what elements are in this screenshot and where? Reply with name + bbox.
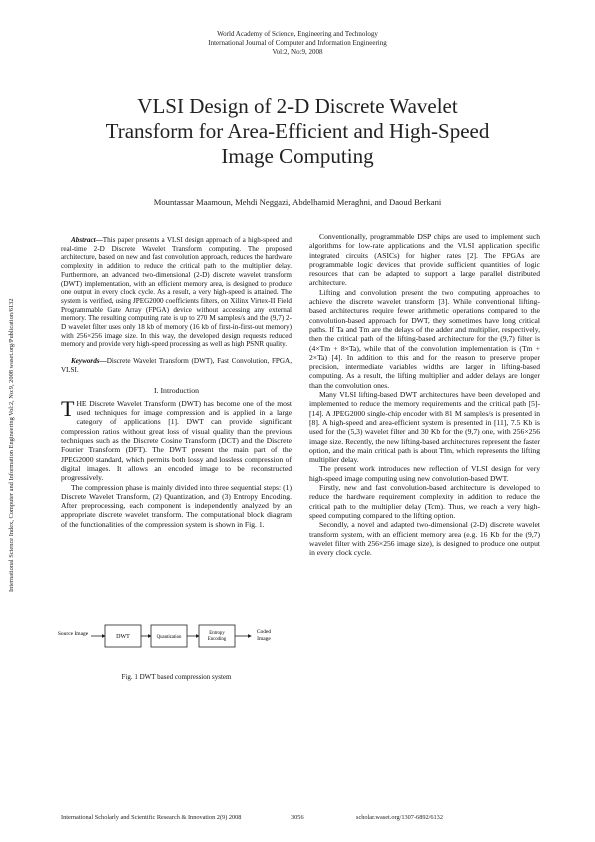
author-list: Mountassar Maamoun, Mehdi Neggazi, Abdelhamid Meraghni, and Daoud Berkani xyxy=(153,197,442,207)
entropy-block xyxy=(199,625,235,647)
right-column xyxy=(309,232,540,557)
intro-paragraph-1 xyxy=(61,395,292,483)
right-paragraph-3: Many VLSI lifting-based DWT architectures have been developed and implemented to reduce the memory requirements and the critical path [5]-[14]. A JPEG2000 single-chip encoder with 81 M samples/s is presented in [8]. A high-speed and area-efficient system is presented in [11], 7.5 Kb is used for the (5,3) wavelet filter and 30 Kb for the (9,7) one, with 256×256 image size. Recently, the new lifting-based architectures represent the faster option, and the main critical path is about Tlm, which represents the lifting multiplier delay. xyxy=(309,390,540,465)
block-diagram-svg xyxy=(57,598,292,676)
right-paragraph-5: Firstly, new and fast convolution-based architecture is developed to reduce the hardware requirement complexity in addition to reduce the critical path to the multiplier delay (Tcm). Thus, we reach a very high-speed computing compared to the lifting option. xyxy=(309,483,540,520)
keywords-paragraph: Keywords—Discrete Wavelet Transform (DWT), Fast Convolution, FPGA, VLSI. xyxy=(61,357,292,374)
abstract-paragraph: Abstract—This paper presents a VLSI design approach of a high-speed and real-time 2-D Discrete Wavelet Transform computing. The proposed architecture, based on new and fast convolution approach, reduces the hardware complexity in addition to reduce the critical path to the multiplier delay. Furthermore, an advanced two-dimensional (2-D) discrete wavelet transform (DWT) implementation, with an efficient memory area, is designed to produce one output in every clock cycle. As a result, a very high-speed is attained. The system is verified, using JPEG2000 coefficients filters, on Xilinx Virtex-II Field Programmable Gate Array (FPGA) device without accessing any external memory. The resulting computing rate is up to 270 M samples/s and the (9,7) 2-D wavelet filter uses only 18 kb of memory (16 kb of first-in-first-out memory) with 256×256 image size. In this way, the developed design requests reduced memory and provide very high-speed processing as well as high PSNR quality. xyxy=(61,236,292,349)
abstract-text: This paper presents a VLSI design approach of a high-speed and real-time 2-D Discrete Wavelet Transform computing. The proposed architecture, based on new and fast convolution approach, reduces the hardware complexity in addition to reduce the critical path to the multiplier delay. Furthermore, an advanced two-dimensional (2-D) discrete wavelet transform (DWT) implementation, with an efficient memory area, is designed to produce one output in every clock cycle. As a result, a very high-speed is attained. The system is verified, using JPEG2000 coefficients filters, on Xilinx Virtex-II Field Programmable Gate Array (FPGA) device without accessing any external memory. The resulting computing rate is up to 270 M samples/s and the (9,7) 2-D wavelet filter uses only 18 kb of memory (16 kb of first-in-first-out memory) with 256×256 image size. In this way, the developed design requests reduced memory and provide very high-speed processing as well as high PSNR quality. xyxy=(61,236,292,349)
dwt-block-label: DWT xyxy=(116,634,130,640)
footer-page-number: 3056 xyxy=(291,814,304,821)
figure-1-diagram xyxy=(57,598,292,678)
right-paragraph-4: The present work introduces new reflection of VLSI design for very high-speed image computing using new convolution-based DWT. xyxy=(309,464,540,483)
right-paragraph-2: Lifting and convolution present the two computing approaches to achieve the discrete wavelet transform [3]. While conventional lifting-based architectures require fewer arithmetic operations compared to the convolution-based approach for DWT, they sometimes have long critical paths. If Ta and Tm are the delays of the adder and multiplier, respectively, then the critical path of the lifting-based architecture for the (9,7) filter is (4×Tm + 8×Ta), while that of the convolution implementation is (Tm + 2×Ta) [4]. In addition to this and for the reason to preserve proper precision, intermediate variables widths are larger in lifting-based computing. As a result, the lifting multiplier and adder delays are longer than the convolution ones. xyxy=(309,287,540,390)
entropy-block-label: Entropy Encoding xyxy=(207,631,227,642)
right-paragraph-1: Conventionally, programmable DSP chips are used to implement such algorithms for low-rate applications and the VLSI application specific integrated circuits (ASICs) for higher rates [2]. The FPGAs are programmable logic devices that provide sufficient quantities of logic resources that can be adapted to support a large parallel distributed architecture. xyxy=(309,232,540,288)
journal-header xyxy=(0,30,595,57)
keywords-label: Keywords xyxy=(71,357,100,366)
intro-p1-text: Discrete Wavelet Transform (DWT) has become one of the most used techniques for image compression and is applied in a large category of applications [1]. DWT can provide significant compression ratios without great loss of visual quality than the previous techniques such as the Discrete Cosine Transform (DCT) and the Discrete Fourier Transform (DFT). The DWT present the main part of the JPEG2000 standard, which permits both lossy and lossless compression of digital images. It allows an encoded image to be reconstructed progressively. xyxy=(61,398,292,483)
abstract-label: Abstract xyxy=(71,236,96,244)
intro-p1-head: HE xyxy=(76,398,87,408)
figure-1-caption: Fig. 1 DWT based compression system xyxy=(121,673,232,681)
footer-url[interactable]: scholar.waset.org/1307-6892/6132 xyxy=(356,814,443,821)
title-line-1: VLSI Design of 2-D Discrete Wavelet xyxy=(137,94,458,118)
source-image-label: Source Image xyxy=(57,631,89,637)
title-line-3: Image Computing xyxy=(221,144,374,168)
intro-paragraph-2: The compression phase is mainly divided into three sequential steps: (1) Discrete Wavelet Transform, (2) Quantization, and (3) Entropy Encoding. After preprocessing, each component is independently analyzed by an appropriate discrete wavelet transform. The computational block diagram of the functionalities of the compression system is shown in Fig. 1. xyxy=(61,482,292,529)
title-line-2: Transform for Area-Efficient and High-Speed xyxy=(105,119,490,143)
footer-journal: International Scholarly and Scientific Research & Innovation 2(9) 2008 xyxy=(61,814,242,821)
section-heading-introduction: I. Introduction xyxy=(153,385,200,395)
header-line-1: World Academy of Science, Engineering and Technology xyxy=(217,30,378,38)
header-line-2: International Journal of Computer and Information Engineering xyxy=(208,39,387,47)
left-column xyxy=(61,236,292,529)
right-paragraph-6: Secondly, a novel and adapted two-dimensional (2-D) discrete wavelet transform system, with an efficient memory area (e.g. 16 Kb for the (9,7) wavelet filter with 256×256 image size), is designed to produce one output in every clock cycle. xyxy=(309,520,540,558)
header-line-3: Vol:2, No:9, 2008 xyxy=(272,48,323,56)
quantization-block-label: Quantization xyxy=(156,635,182,640)
paper-title xyxy=(60,94,535,169)
keywords-text: Discrete Wavelet Transform (DWT), Fast Convolution, FPGA, VLSI. xyxy=(61,357,292,374)
side-margin-citation: International Science Index, Computer and Information Engineering Vol:2, No:9, 2008 waset.org/Publication/6132 xyxy=(8,298,15,592)
coded-image-label: Coded Image xyxy=(256,629,272,642)
drop-cap: T xyxy=(61,395,75,421)
